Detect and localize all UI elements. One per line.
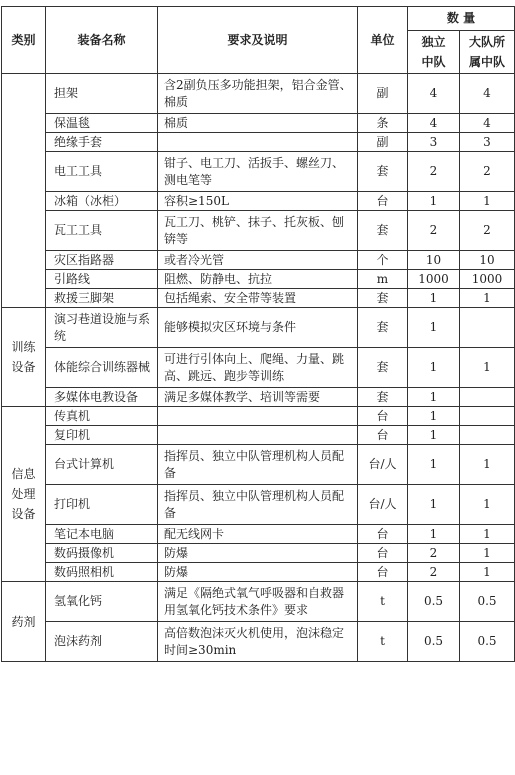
- unit-cell: 个: [358, 251, 408, 270]
- unit-cell: 台: [358, 426, 408, 445]
- qty-battalion-cell: 1000: [460, 270, 515, 289]
- equipment-table: [1, 6, 515, 662]
- description-cell: 阻燃、防静电、抗拉: [158, 270, 358, 289]
- qty-battalion-cell: 0.5: [460, 622, 515, 662]
- category-cell: 训练 设备: [2, 308, 46, 407]
- unit-cell: 台/人: [358, 445, 408, 485]
- unit-cell: 条: [358, 114, 408, 133]
- qty-independent-cell: 0.5: [408, 622, 460, 662]
- description-cell: 满足《隔绝式氧气呼吸器和自救器用氢氧化钙技术条件》要求: [158, 582, 358, 622]
- description-cell: 容积≥150L: [158, 192, 358, 211]
- unit-cell: 台: [358, 407, 408, 426]
- name-cell: 演习巷道设施与系统: [46, 308, 158, 348]
- unit-cell: 台/人: [358, 485, 408, 525]
- description-cell: [158, 133, 358, 152]
- name-cell: 传真机: [46, 407, 158, 426]
- qty-independent-cell: 10: [408, 251, 460, 270]
- unit-cell: 副: [358, 133, 408, 152]
- description-cell: 或者冷光管: [158, 251, 358, 270]
- qty-independent-cell: 3: [408, 133, 460, 152]
- description-cell: 瓦工刀、桃铲、抹子、托灰板、刨锛等: [158, 211, 358, 251]
- qty-battalion-cell: [460, 388, 515, 407]
- name-cell: 数码摄像机: [46, 544, 158, 563]
- header-independent: 独立 中队: [408, 31, 460, 74]
- qty-battalion-cell: 1: [460, 445, 515, 485]
- table-row: [2, 348, 515, 388]
- qty-battalion-cell: 10: [460, 251, 515, 270]
- name-cell: 担架: [46, 74, 158, 114]
- qty-independent-cell: 2: [408, 544, 460, 563]
- qty-independent-cell: 2: [408, 152, 460, 192]
- equipment-table-container: [0, 6, 515, 662]
- description-cell: 棉质: [158, 114, 358, 133]
- unit-cell: 套: [358, 211, 408, 251]
- qty-battalion-cell: 1: [460, 485, 515, 525]
- header-description: 要求及说明: [158, 7, 358, 74]
- table-row: [2, 525, 515, 544]
- description-cell: 满足多媒体教学、培训等需要: [158, 388, 358, 407]
- qty-battalion-cell: 1: [460, 563, 515, 582]
- qty-independent-cell: 4: [408, 114, 460, 133]
- category-cell: 药剂: [2, 582, 46, 662]
- qty-battalion-cell: 3: [460, 133, 515, 152]
- qty-battalion-cell: 4: [460, 74, 515, 114]
- name-cell: 台式计算机: [46, 445, 158, 485]
- description-cell: 能够模拟灾区环境与条件: [158, 308, 358, 348]
- qty-battalion-cell: 0.5: [460, 582, 515, 622]
- table-row: [2, 445, 515, 485]
- table-row: [2, 251, 515, 270]
- qty-battalion-cell: 2: [460, 211, 515, 251]
- qty-battalion-cell: [460, 426, 515, 445]
- qty-independent-cell: 1000: [408, 270, 460, 289]
- unit-cell: 套: [358, 348, 408, 388]
- qty-battalion-cell: [460, 407, 515, 426]
- qty-battalion-cell: 1: [460, 525, 515, 544]
- header-quantity: 数 量: [408, 7, 515, 31]
- qty-independent-cell: 1: [408, 192, 460, 211]
- qty-independent-cell: 1: [408, 308, 460, 348]
- table-row: [2, 74, 515, 114]
- description-cell: 指挥员、独立中队管理机构人员配备: [158, 445, 358, 485]
- table-row: [2, 114, 515, 133]
- qty-independent-cell: 0.5: [408, 582, 460, 622]
- qty-battalion-cell: 4: [460, 114, 515, 133]
- category-cell: [2, 74, 46, 308]
- qty-independent-cell: 1: [408, 289, 460, 308]
- header-unit: 单位: [358, 7, 408, 74]
- unit-cell: t: [358, 622, 408, 662]
- table-row: [2, 622, 515, 662]
- table-row: [2, 152, 515, 192]
- name-cell: 多媒体电教设备: [46, 388, 158, 407]
- description-cell: 可进行引体向上、爬绳、力量、跳高、跳远、跑步等训练: [158, 348, 358, 388]
- unit-cell: t: [358, 582, 408, 622]
- description-cell: [158, 407, 358, 426]
- name-cell: 泡沫药剂: [46, 622, 158, 662]
- description-cell: 防爆: [158, 563, 358, 582]
- table-row: [2, 563, 515, 582]
- unit-cell: 台: [358, 563, 408, 582]
- table-row: [2, 426, 515, 445]
- table-row: [2, 289, 515, 308]
- category-cell: 信息 处理 设备: [2, 407, 46, 582]
- name-cell: 氢氧化钙: [46, 582, 158, 622]
- name-cell: 绝缘手套: [46, 133, 158, 152]
- name-cell: 保温毯: [46, 114, 158, 133]
- header-battalion: 大队所 属中队: [460, 31, 515, 74]
- description-cell: 包括绳索、安全带等装置: [158, 289, 358, 308]
- name-cell: 冰箱（冰柜）: [46, 192, 158, 211]
- table-row: [2, 388, 515, 407]
- name-cell: 复印机: [46, 426, 158, 445]
- description-cell: 钳子、电工刀、活扳手、螺丝刀、测电笔等: [158, 152, 358, 192]
- name-cell: 救援三脚架: [46, 289, 158, 308]
- qty-independent-cell: 1: [408, 348, 460, 388]
- table-row: [2, 133, 515, 152]
- header-category: 类别: [2, 7, 46, 74]
- qty-independent-cell: 1: [408, 525, 460, 544]
- name-cell: 打印机: [46, 485, 158, 525]
- name-cell: 瓦工工具: [46, 211, 158, 251]
- name-cell: 电工工具: [46, 152, 158, 192]
- qty-battalion-cell: 2: [460, 152, 515, 192]
- description-cell: 含2副负压多功能担架，铝合金管、棉质: [158, 74, 358, 114]
- unit-cell: 套: [358, 308, 408, 348]
- qty-battalion-cell: 1: [460, 192, 515, 211]
- qty-independent-cell: 1: [408, 388, 460, 407]
- table-row: [2, 192, 515, 211]
- unit-cell: 副: [358, 74, 408, 114]
- table-row: [2, 544, 515, 563]
- name-cell: 引路线: [46, 270, 158, 289]
- description-cell: 防爆: [158, 544, 358, 563]
- unit-cell: 套: [358, 289, 408, 308]
- unit-cell: 台: [358, 544, 408, 563]
- table-row: [2, 270, 515, 289]
- qty-independent-cell: 1: [408, 445, 460, 485]
- table-row: [2, 485, 515, 525]
- description-cell: 配无线网卡: [158, 525, 358, 544]
- qty-independent-cell: 2: [408, 211, 460, 251]
- qty-independent-cell: 1: [408, 485, 460, 525]
- unit-cell: 套: [358, 152, 408, 192]
- name-cell: 灾区指路器: [46, 251, 158, 270]
- description-cell: 指挥员、独立中队管理机构人员配备: [158, 485, 358, 525]
- name-cell: 笔记本电脑: [46, 525, 158, 544]
- qty-independent-cell: 1: [408, 407, 460, 426]
- qty-battalion-cell: 1: [460, 289, 515, 308]
- table-row: [2, 582, 515, 622]
- qty-independent-cell: 1: [408, 426, 460, 445]
- name-cell: 数码照相机: [46, 563, 158, 582]
- unit-cell: 套: [358, 388, 408, 407]
- description-cell: 高倍数泡沫灭火机使用，泡沫稳定时间≥30min: [158, 622, 358, 662]
- qty-battalion-cell: [460, 308, 515, 348]
- table-row: [2, 308, 515, 348]
- unit-cell: 台: [358, 192, 408, 211]
- qty-independent-cell: 4: [408, 74, 460, 114]
- qty-independent-cell: 2: [408, 563, 460, 582]
- name-cell: 体能综合训练器械: [46, 348, 158, 388]
- table-row: [2, 407, 515, 426]
- table-row: [2, 211, 515, 251]
- header-name: 装备名称: [46, 7, 158, 74]
- description-cell: [158, 426, 358, 445]
- qty-battalion-cell: 1: [460, 348, 515, 388]
- unit-cell: m: [358, 270, 408, 289]
- qty-battalion-cell: 1: [460, 544, 515, 563]
- unit-cell: 台: [358, 525, 408, 544]
